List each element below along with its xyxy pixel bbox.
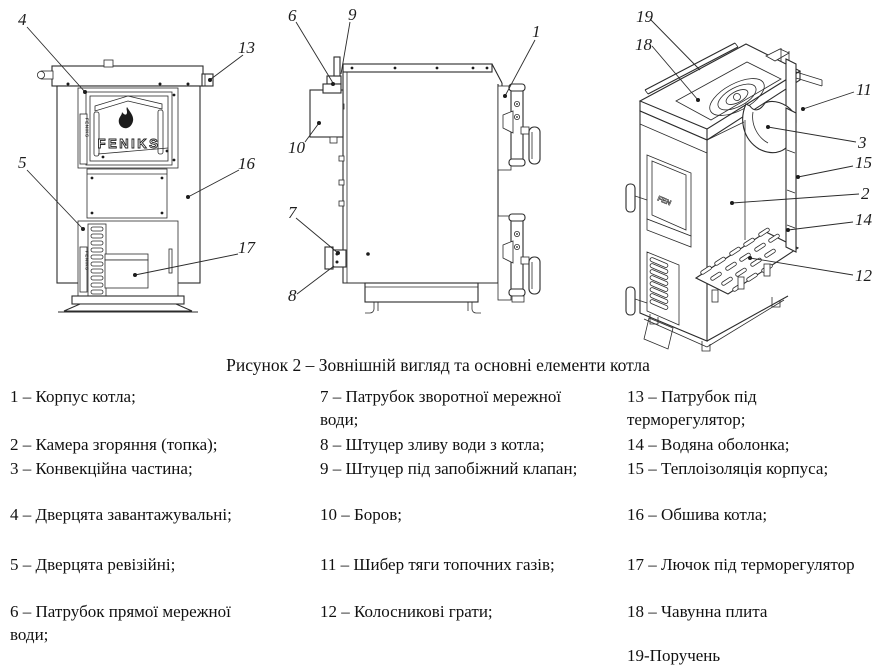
front-view: [18, 10, 257, 312]
callout-17-label: 17: [238, 238, 255, 257]
cap-knob: [104, 60, 113, 67]
callout-9-label: 9: [348, 5, 357, 24]
base-pedestal: [58, 296, 198, 312]
callout-19-leader: [650, 19, 700, 70]
legend-item-9: 9 – Штуцер під запобіжний клапан;: [320, 459, 578, 478]
callout-19-label: 19: [636, 7, 653, 26]
door-hinge-lower: [498, 214, 540, 302]
lower-section: [78, 221, 178, 298]
iso-door-label: FEN: [656, 195, 672, 208]
side-view: [288, 5, 541, 313]
legend-item-2: 2 – Камера згоряння (топка);: [10, 435, 218, 454]
legend-item-7: 7 – Патрубок зворотної мережної води;: [320, 387, 562, 429]
callout-7-leader: [296, 218, 340, 255]
legend-item-18: 18 – Чавунна плита: [627, 602, 768, 621]
side-top-plate: [343, 64, 502, 90]
callout-6-label: 6: [288, 6, 297, 25]
feniks-logo: FENIKS: [97, 136, 161, 151]
callout-8-leader: [297, 266, 334, 294]
callout-8-label: 8: [288, 286, 297, 305]
figure-caption: Рисунок 2 – Зовнішній вигляд та основні елементи котла: [226, 355, 650, 375]
callout-5-label: 5: [18, 153, 27, 172]
side-base: [365, 283, 481, 313]
legend-item-10: 10 – Боров;: [320, 505, 403, 524]
legend-item-14: 14 – Водяна оболонка;: [627, 435, 790, 454]
legend-item-13: 13 – Патрубок під терморегулятор;: [627, 387, 757, 429]
legend-item-6: 6 – Патрубок прямої мережної води;: [10, 602, 231, 644]
middle-panel: [87, 169, 167, 218]
callout-4-label: 4: [18, 10, 27, 29]
callout-12-label: 12: [855, 266, 872, 285]
callout-15-leader: [796, 166, 853, 179]
callout-13-label: 13: [238, 38, 255, 57]
legend-item-11: 11 – Шибер тяги топочних газів;: [320, 555, 555, 574]
return-water-fitting: [325, 247, 346, 269]
legend-item-12: 12 – Колосникові грати;: [320, 602, 493, 621]
safety-valve-stub: [334, 57, 340, 76]
legend-item-3: 3 – Конвекційна частина;: [10, 459, 193, 478]
legend-item-19: 19-Поручень: [627, 646, 721, 665]
boiler-top-cap: [37, 60, 203, 86]
door-handle-lower: [529, 257, 540, 294]
legend-item-17: 17 – Лючок під терморегулятор: [627, 555, 855, 574]
callout-6-leader: [296, 22, 335, 86]
hinge-strip-label: FENIKS: [84, 118, 90, 138]
loading-door: [78, 88, 178, 168]
callout-1-label: 1: [532, 22, 541, 41]
iso-handle-lower: [626, 287, 635, 315]
grate: [696, 227, 798, 302]
supply-water-fitting: [323, 57, 341, 93]
callout-3-label: 3: [858, 133, 867, 152]
door-handle-upper: [529, 127, 540, 164]
legend-item-5: 5 – Дверцята ревізійні;: [10, 555, 176, 574]
legend-item-15: 15 – Теплоізоляція корпуса;: [627, 459, 829, 478]
callout-2-label: 2: [861, 184, 870, 203]
lower-hinge-label: FENIKS: [84, 251, 90, 271]
legend-item-16: 16 – Обшива котла;: [627, 505, 768, 524]
boiler-body-side: [339, 64, 498, 283]
legend-item-1: 1 – Корпус котла;: [10, 387, 136, 406]
legend-item-4: 4 – Дверцята завантажувальні;: [10, 505, 232, 524]
callout-11-leader: [801, 92, 854, 111]
callout-11-label: 11: [856, 80, 872, 99]
iso-handle-upper: [626, 184, 635, 212]
iso-left-face: [626, 111, 707, 349]
callout-7-label: 7: [288, 203, 297, 222]
callout-15-label: 15: [855, 153, 872, 172]
callout-18-label: 18: [635, 35, 652, 54]
iso-view: [626, 7, 873, 351]
hatch-top-bar: [105, 254, 148, 260]
borov-duct: [310, 90, 343, 143]
legend-item-8: 8 – Штуцер зливу води з котла;: [320, 435, 545, 454]
callout-14-label: 14: [855, 210, 872, 229]
callout-16-label: 16: [238, 154, 255, 173]
callout-10-label: 10: [288, 138, 305, 157]
